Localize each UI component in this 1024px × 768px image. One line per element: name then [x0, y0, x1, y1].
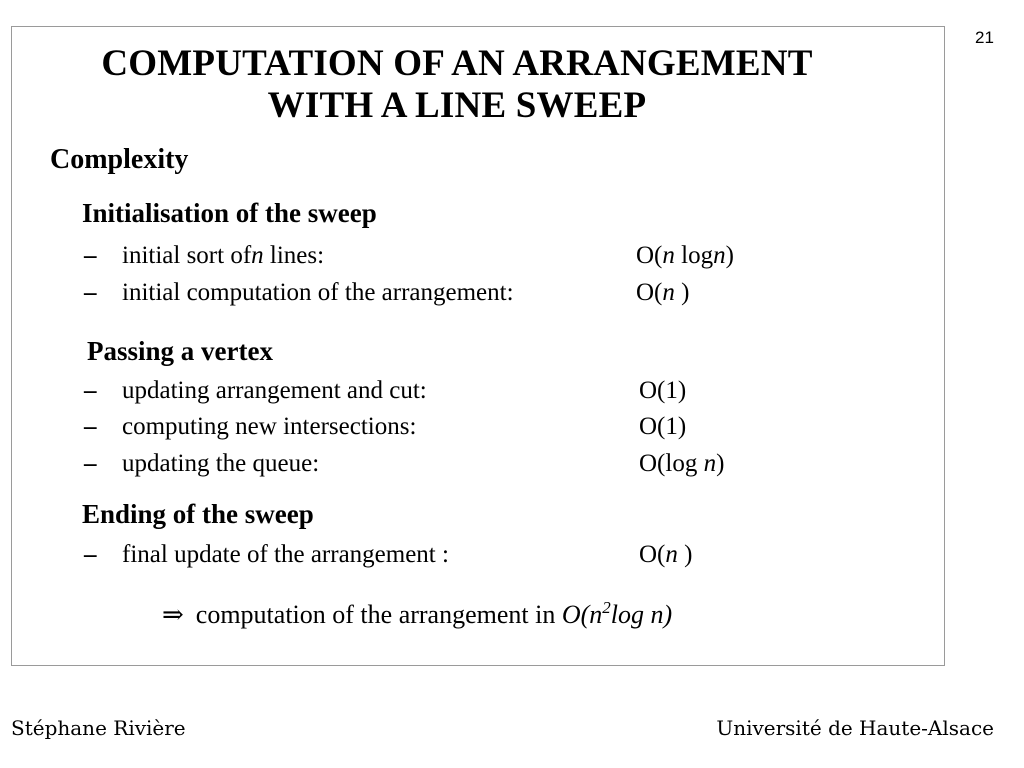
footer-institution: Université de Haute-Alsace	[716, 716, 994, 740]
slide-title-line-1: COMPUTATION OF AN ARRANGEMENT	[101, 43, 813, 84]
page-number: 21	[975, 28, 994, 47]
item-text: updating the queue:	[122, 450, 320, 477]
item-text: final update of the arrangement :	[122, 541, 449, 568]
bullet-dash: –	[84, 450, 97, 477]
bullet-dash: –	[84, 242, 97, 269]
conclusion-text: computation of the arrangement in	[195, 600, 562, 629]
conclusion-line	[162, 597, 672, 633]
item-text: computing new intersections:	[122, 413, 417, 440]
item-text: initial sort ofn lines:	[122, 242, 325, 269]
complexity-heading: Complexity	[50, 144, 189, 175]
section-heading-passing: Passing a vertex	[87, 336, 273, 366]
bullet-dash: –	[84, 279, 97, 306]
bullet-dash: –	[84, 541, 97, 568]
slide-frame	[11, 26, 945, 666]
item-cost: O(n logn)	[636, 242, 734, 269]
item-cost: O(n )	[639, 541, 693, 568]
item-cost: O(log n)	[639, 450, 725, 477]
item-text: initial computation of the arrangement:	[122, 279, 514, 306]
section-heading-ending: Ending of the sweep	[82, 499, 314, 529]
slide-title-line-2: WITH A LINE SWEEP	[267, 85, 647, 126]
item-text: updating arrangement and cut:	[122, 377, 427, 404]
conclusion-formula: $O(n^2\log$ n)	[561, 598, 673, 629]
slide-title	[12, 43, 902, 127]
footer-author: Stéphane Rivière	[11, 716, 186, 740]
item-cost: O(n )	[636, 279, 690, 306]
bullet-dash: –	[84, 413, 97, 440]
item-cost: O(1)	[639, 377, 687, 404]
section-heading-initialisation: Initialisation of the sweep	[82, 198, 377, 228]
item-cost: O(1)	[639, 413, 687, 440]
implies-arrow-icon: ⇒	[162, 600, 184, 629]
bullet-dash: –	[84, 377, 97, 404]
